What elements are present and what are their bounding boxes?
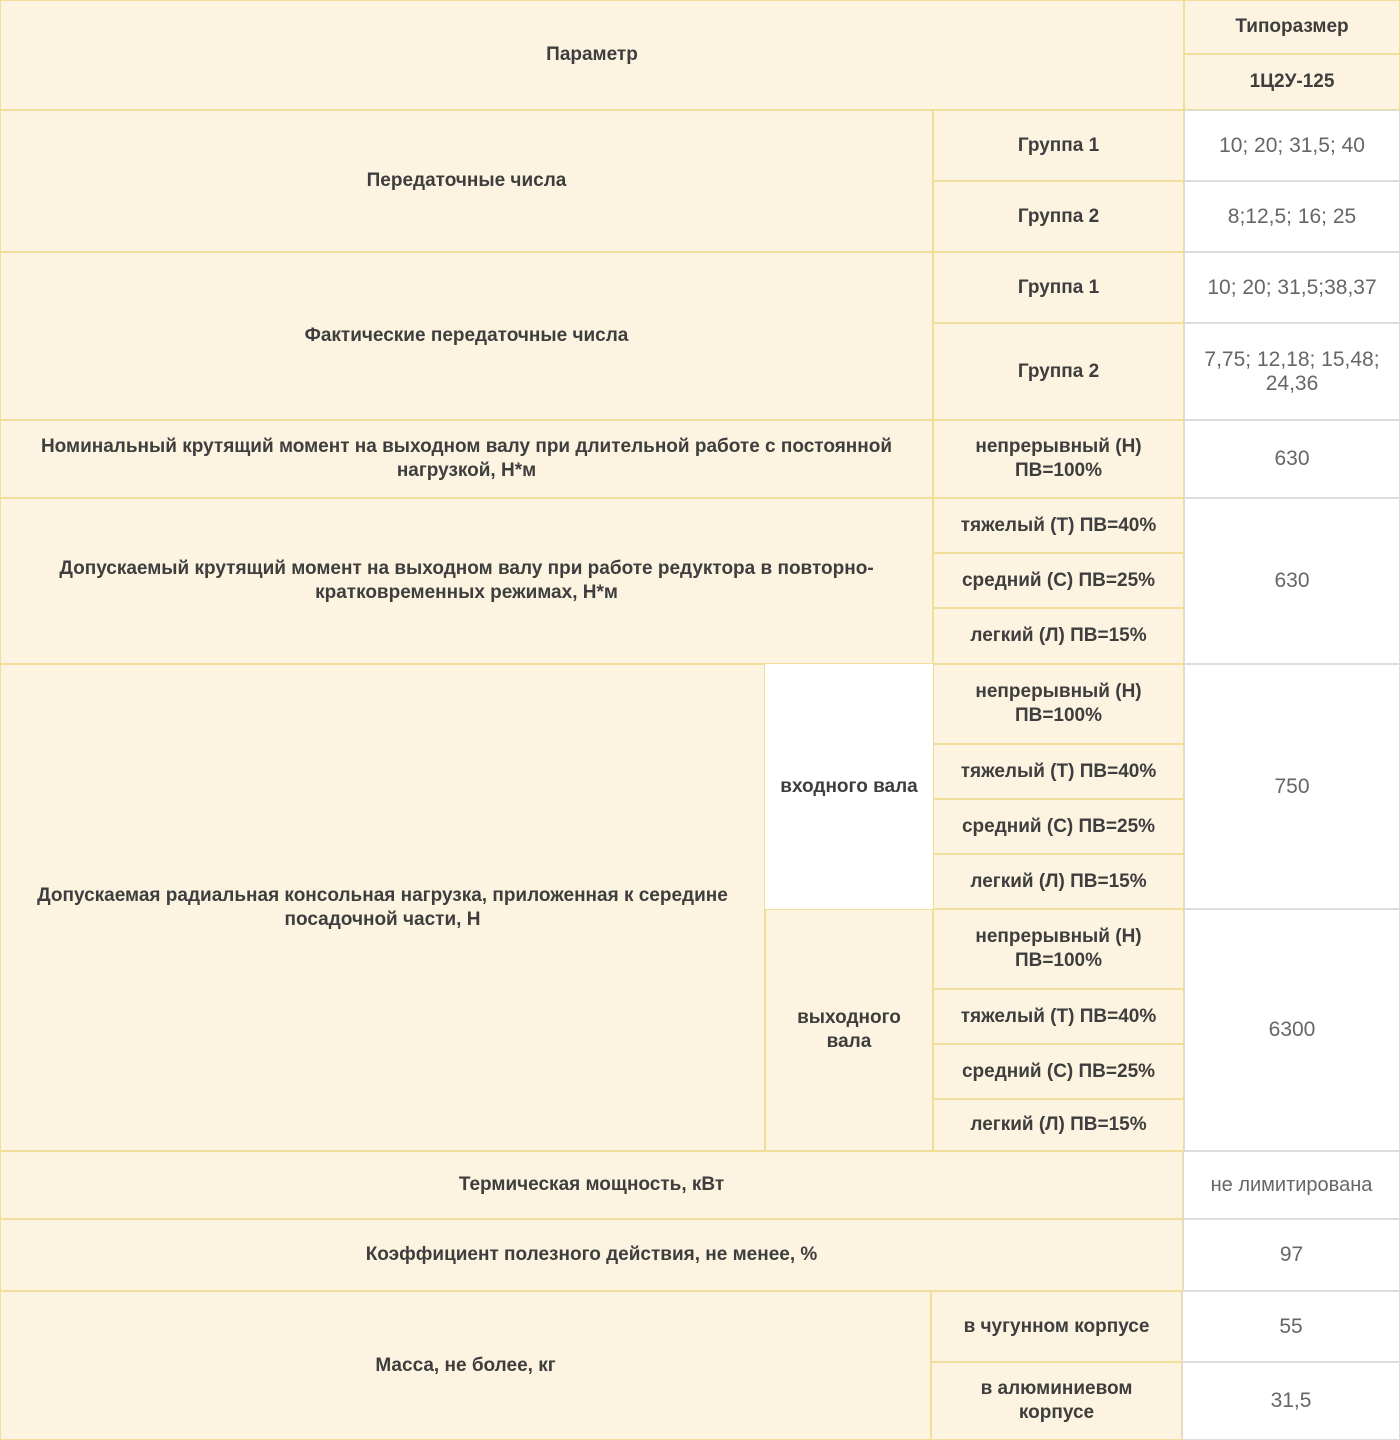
output-shaft-mode-continuous: непрерывный (Н) ПВ=100% [933, 909, 1184, 989]
gear-ratios-label: Передаточные числа [0, 110, 933, 252]
mass-cast-iron-label: в чугунном корпусе [931, 1291, 1182, 1362]
thermal-power-value: не лимитирована [1183, 1151, 1400, 1219]
output-shaft-value: 6300 [1184, 909, 1400, 1151]
mass-aluminum-value: 31,5 [1182, 1362, 1400, 1440]
header-model: 1Ц2У-125 [1184, 54, 1400, 110]
gear-ratios-group2-label: Группа 2 [933, 181, 1184, 252]
mass-cast-iron-value: 55 [1182, 1291, 1400, 1362]
efficiency-value: 97 [1183, 1219, 1400, 1291]
actual-ratios-group2-value: 7,75; 12,18; 15,48; 24,36 [1184, 323, 1400, 420]
actual-ratios-group1-label: Группа 1 [933, 252, 1184, 323]
mass-label: Масса, не более, кг [0, 1291, 931, 1440]
nominal-torque-label: Номинальный крутящий момент на выходном валу при длительной работе с постоянной нагрузкой, Н*м [0, 420, 933, 498]
gear-ratios-group2-value: 8;12,5; 16; 25 [1184, 181, 1400, 252]
output-shaft-mode-medium: средний (С) ПВ=25% [933, 1044, 1184, 1099]
input-shaft-value: 750 [1184, 664, 1400, 909]
input-shaft-mode-heavy: тяжелый (Т) ПВ=40% [933, 744, 1184, 799]
thermal-power-label: Термическая мощность, кВт [0, 1151, 1183, 1219]
radial-load-label: Допускаемая радиальная консольная нагрузка, приложенная к середине посадочной части, Н [0, 664, 765, 1151]
header-typesize: Типоразмер [1184, 0, 1400, 54]
allowed-torque-mode-light: легкий (Л) ПВ=15% [933, 608, 1184, 664]
header-param: Параметр [0, 0, 1184, 110]
allowed-torque-mode-heavy: тяжелый (Т) ПВ=40% [933, 498, 1184, 553]
mass-aluminum-label: в алюминиевом корпусе [931, 1362, 1182, 1440]
input-shaft-mode-continuous: непрерывный (Н) ПВ=100% [933, 664, 1184, 744]
nominal-torque-value: 630 [1184, 420, 1400, 498]
input-shaft-mode-medium: средний (С) ПВ=25% [933, 799, 1184, 854]
output-shaft-label: выходного вала [765, 909, 933, 1151]
allowed-torque-label: Допускаемый крутящий момент на выходном валу при работе редуктора в повторно-кратковременных режимах, Н*м [0, 498, 933, 664]
actual-ratios-group2-label: Группа 2 [933, 323, 1184, 420]
actual-ratios-group1-value: 10; 20; 31,5;38,37 [1184, 252, 1400, 323]
gear-ratios-group1-value: 10; 20; 31,5; 40 [1184, 110, 1400, 181]
output-shaft-mode-light: легкий (Л) ПВ=15% [933, 1099, 1184, 1151]
gear-ratios-group1-label: Группа 1 [933, 110, 1184, 181]
input-shaft-label: входного вала [780, 775, 918, 797]
output-shaft-mode-heavy: тяжелый (Т) ПВ=40% [933, 989, 1184, 1044]
allowed-torque-mode-medium: средний (С) ПВ=25% [933, 553, 1184, 608]
nominal-torque-mode: непрерывный (Н) ПВ=100% [933, 420, 1184, 498]
input-shaft-mode-light: легкий (Л) ПВ=15% [933, 854, 1184, 909]
allowed-torque-value: 630 [1184, 498, 1400, 664]
efficiency-label: Коэффициент полезного действия, не менее, % [0, 1219, 1183, 1291]
actual-ratios-label: Фактические передаточные числа [0, 252, 933, 420]
